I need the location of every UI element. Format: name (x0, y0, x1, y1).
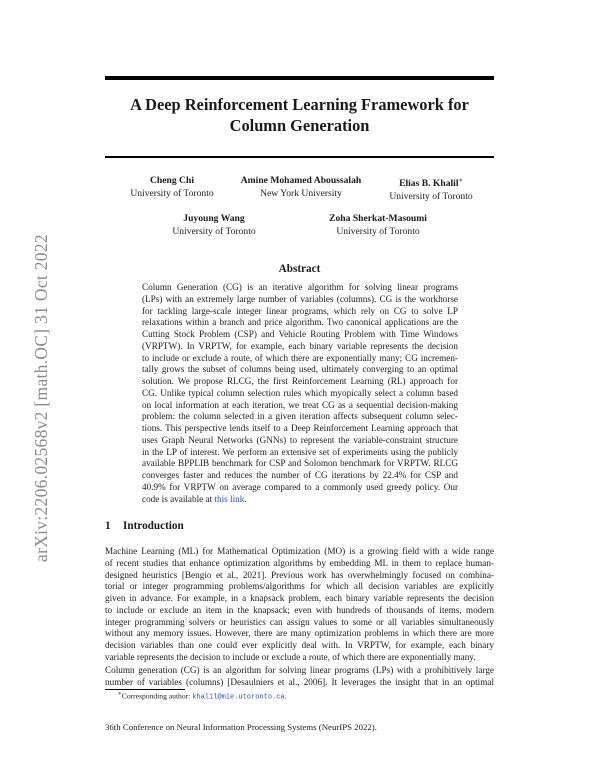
arxiv-stamp: arXiv:2206.02568v2 [math.OC] 31 Oct 2022 (31, 234, 51, 562)
section-title: Introduction (123, 520, 184, 532)
abstract-line: Column Generation (CG) is an iterative algorithm for solving linear programs (142, 282, 458, 292)
body-line: designed heuristics [Bengio et al., 2021]. Previous work has overwhelmingly focused on combina- (105, 569, 494, 580)
body-line: integer programming solvers or heuristics can assign values to some or all variables simultaneously (105, 616, 494, 627)
body-line: to include or exclude an item in the knapsack; even with hundreds of thousands of items, modern (105, 604, 494, 615)
author-block (139, 213, 289, 238)
section-heading (105, 520, 184, 532)
intro-paragraph (105, 665, 494, 689)
author-block (356, 175, 506, 203)
abstract-line: for tackling large-scale integer linear programs, which rely on CG to solve LP (142, 305, 458, 316)
corresponding-email-link[interactable]: khalil@mie.utoronto.ca (192, 693, 285, 702)
abstract-line: relaxations within a branch and price algorithm. Two canonical applications are the (142, 317, 458, 328)
code-link[interactable]: this link (214, 493, 245, 504)
author-affiliation: University of Toronto (389, 190, 473, 202)
abstract-line: (VRPTW). In VRPTW, for example, each binary variable represents the decision (142, 340, 458, 351)
body-line: decision variables than one could ever explicitly deal with. In VRPTW, for example, each binary (105, 640, 494, 650)
title-rule-top (105, 76, 494, 80)
body-line: of recent studies that enhance optimization algorithms by embedding ML in them to replace human- (105, 557, 494, 568)
abstract-line: CG. Unlike typical column selection rules which myopically select a column based (142, 387, 458, 398)
intro-paragraph (105, 546, 494, 664)
abstract-line: tions. This perspective lends itself to a Deep Reinforcement Learning approach that (142, 423, 458, 433)
abstract-line: code is available at this link. (142, 493, 247, 504)
abstract-line: uses Graph Neural Networks (GNNs) to represent the variable-constraint structure (142, 434, 458, 445)
abstract-line: to include or exclude a route, of which there are exponentially many; CG incremen- (142, 352, 458, 363)
body-line: variable represents the decision to include or exclude a route, of which there are exponentially many. (105, 651, 476, 662)
corresponding-mark: ∗ (458, 177, 463, 184)
abstract-line: available BPPLIB benchmark for CSP and Solomon benchmark for VRPTW. RLCG (142, 458, 458, 469)
author-affiliation: New York University (260, 187, 342, 199)
author-affiliation: University of Toronto (130, 187, 214, 199)
author-name: Juyoung Wang (183, 213, 245, 224)
author-name: Zoha Sherkat-Masoumi (329, 213, 427, 224)
abstract-line: (LPs) with an extremely large number of variables (columns). CG is the workhorse (142, 293, 458, 304)
author-affiliation: University of Toronto (172, 225, 256, 237)
abstract-line: in the LP of interest. We perform an extensive set of experiments using the publicly (142, 446, 458, 457)
section-number: 1 (105, 520, 111, 532)
abstract-line: 40.9% for VRPTW on average compared to a commonly used greedy policy. Our (142, 481, 458, 492)
title-rule-bottom (105, 156, 494, 158)
abstract-line: solution. We propose RLCG, the first Reinforcement Learning (RL) approach for (142, 376, 458, 386)
author-name: Elias B. Khalil∗ (399, 177, 463, 190)
paper-title (105, 94, 494, 136)
abstract-line: problem: the column selected in a given iteration affects subsequent column selec- (142, 411, 458, 422)
abstract-heading: Abstract (278, 263, 321, 275)
title-line: Column Generation (229, 116, 370, 135)
footnote-rule (105, 689, 185, 690)
abstract-line: tally grows the subset of columns being used, ultimately converging to an optimal (142, 364, 458, 375)
body-line: without any memory issues. However, there are many optimization problems in which there are more (105, 628, 494, 639)
abstract-line: Cutting Stock Problem (CSP) and Vehicle Routing Problem with Time Windows (142, 329, 458, 339)
abstract-text (142, 282, 458, 505)
abstract-line: on local information at each iteration, we treat CG as a sequential decision-making (142, 399, 458, 410)
author-name: Cheng Chi (150, 175, 194, 186)
body-line: Machine Learning (ML) for Mathematical Optimization (MO) is a growing field with a wide range (105, 546, 494, 556)
author-name: Amine Mohamed Aboussalah (240, 175, 362, 186)
abstract-line: converges faster and reduces the number of CG iterations by 22.4% for CSP and (142, 470, 458, 480)
author-block (303, 213, 453, 238)
footnote-label: Corresponding author: (121, 691, 191, 701)
title-line: A Deep Reinforcement Learning Framework for (130, 95, 469, 114)
conference-footer: 36th Conference on Neural Information Processing Systems (NeurIPS 2022). (105, 722, 377, 732)
author-block (225, 175, 377, 200)
footnote: ∗Corresponding author: khalil@mie.utoronto.ca. (118, 691, 287, 702)
body-line: number of variables (columns) [Desaulniers et al., 2006]. It leverages the insight that in an optimal (105, 676, 494, 687)
body-line: torial or integer programming problems/algorithms for which all decision variables are explicitly (105, 581, 494, 592)
body-line: given in advance. For example, in a knapsack problem, each binary variable represents the decision (105, 593, 494, 603)
author-affiliation: University of Toronto (336, 225, 420, 237)
body-line: Column generation (CG) is an algorithm for solving linear programs (LPs) with a prohibitively large (105, 665, 494, 675)
